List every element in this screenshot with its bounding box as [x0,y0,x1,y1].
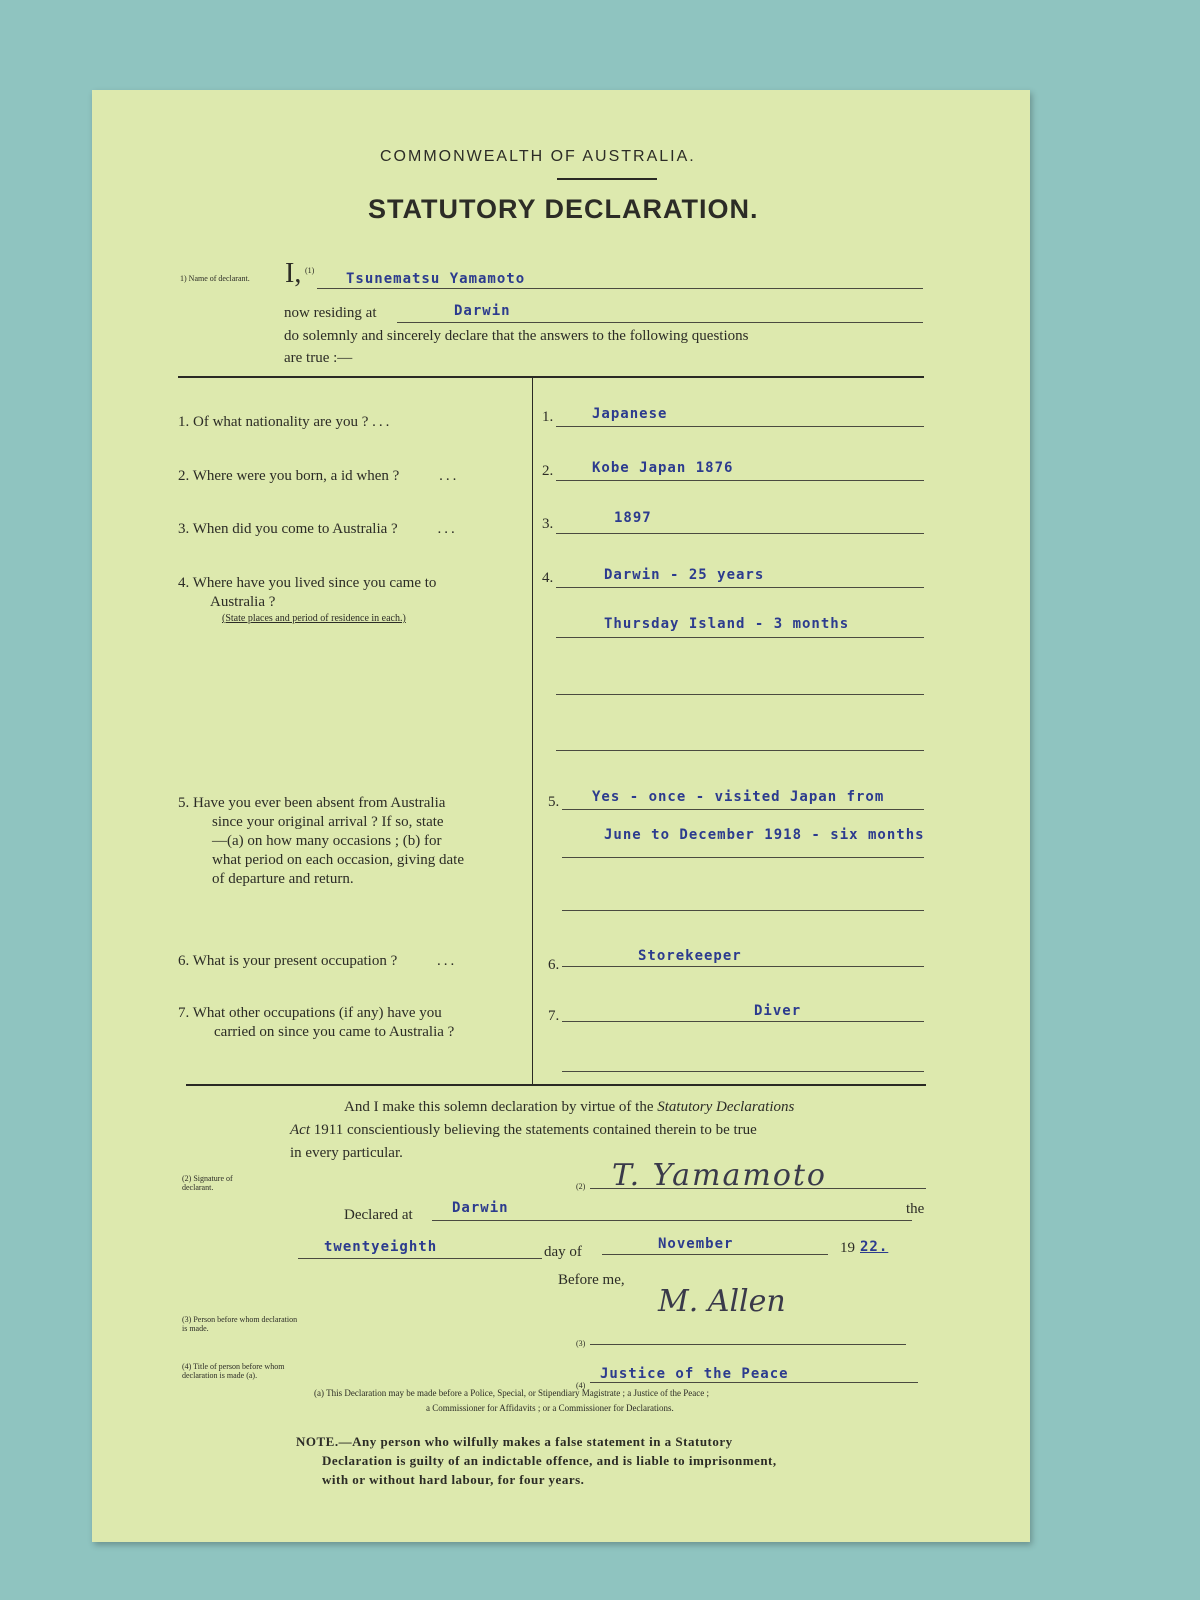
intro-line-1: do solemnly and sincerely declare that the answers to the following questions [284,328,749,344]
note-line-1: NOTE.—Any person who wilfully makes a false statement in a Statutory [296,1434,733,1449]
answer-5-num: 5. [548,794,560,810]
answer-4-line-2-text: Thursday Island - 3 months [604,616,850,632]
signature-mark: (2) [576,1182,586,1191]
answer-1-num: 1. [542,409,554,425]
table-column-divider [532,376,533,1084]
answer-4-line-1-text: Darwin - 25 years [604,567,765,583]
question-5: 5. Have you ever been absent from Australia since your original arrival ? If so, state —(a) on how many occasions ; (b) for what period on each occasion, giving date of departure and return. [178,795,464,887]
answer-4-num: 4. [542,570,554,586]
answer-4-line-1 [556,587,924,588]
answer-4-line-3 [556,694,924,695]
declarant-name-line [317,288,923,289]
answer-7-line-2 [562,1071,924,1072]
table-bottom-rule [186,1084,926,1086]
residing-label: now residing at [284,305,377,321]
answer-3-line [556,533,924,534]
year-prefix: 19 [840,1240,855,1256]
declared-day: twentyeighth [324,1239,438,1255]
the-label: the [906,1201,925,1217]
declarant-note-mark: (1) [305,266,315,275]
answer-5-line-1 [562,809,924,810]
declarant-signature: T. Yamamoto [612,1158,827,1193]
margin-note-signature: (2) Signature of declarant. [182,1174,233,1192]
answer-7: Diver [754,1003,802,1019]
declared-year: 22. [860,1239,889,1255]
answer-4-line-2 [556,637,924,638]
declared-place: Darwin [452,1200,509,1216]
question-1: 1. Of what nationality are you ? ... [178,414,393,430]
question-3: 3. When did you come to Australia ? ... [178,521,458,537]
answer-2-line [556,480,924,481]
footnote-line-2: a Commissioner for Affidavits ; or a Commissioner for Declarations. [426,1403,674,1413]
question-6: 6. What is your present occupation ? ... [178,953,458,969]
witness-mark: (3) [576,1339,586,1348]
title-mark: (4) [576,1381,586,1390]
residence-line [397,322,923,323]
answer-7-line-1 [562,1021,924,1022]
declared-month: November [658,1236,734,1252]
declarant-name: Tsunematsu Yamamoto [346,271,526,287]
witness-signature: M. Allen [658,1284,786,1319]
answer-3-num: 3. [542,516,554,532]
declaration-line-2: Act 1911 conscientiously believing the statements contained therein to be true [290,1122,757,1138]
table-top-rule [178,376,924,378]
before-me-label: Before me, [558,1272,625,1288]
residence: Darwin [454,303,511,319]
day-line [298,1258,542,1259]
answer-5-line-3 [562,910,924,911]
declaration-line-3: in every particular. [290,1145,403,1161]
margin-note-title: (4) Title of person before whom declaration is made (a). [182,1362,285,1380]
declared-at-line [432,1220,912,1221]
month-line [602,1254,828,1255]
header-rule [557,178,657,180]
witness-line [590,1344,906,1345]
note-line-3: with or without hard labour, for four years. [322,1472,585,1487]
declaration-line-1: And I make this solemn declaration by virtue of the Statutory Declarations [344,1099,795,1115]
answer-5-line-2 [562,857,924,858]
declaration-form [92,90,1030,1542]
answer-4-line-4 [556,750,924,751]
footnote-line-1: (a) This Declaration may be made before a Police, Special, or Stipendiary Magistrate ; a Justice of the Peace ; [314,1388,709,1398]
answer-3: 1897 [614,510,652,526]
question-4: 4. Where have you lived since you came to Australia ? (State places and period of residence in each.) [178,575,437,624]
commonwealth-heading: COMMONWEALTH OF AUSTRALIA. [380,148,696,165]
declared-at-label: Declared at [344,1207,413,1223]
margin-note-declarant: 1) Name of declarant. [180,274,250,283]
note-line-2: Declaration is guilty of an indictable offence, and is liable to imprisonment, [322,1453,777,1468]
answer-2: Kobe Japan 1876 [592,460,734,476]
answer-6-line [562,966,924,967]
intro-line-2: are true :— [284,350,353,366]
answer-6-num: 6. [548,957,560,973]
answer-2-num: 2. [542,463,554,479]
question-7: 7. What other occupations (if any) have you carried on since you came to Australia ? [178,1005,455,1040]
question-2: 2. Where were you born, a id when ? ... [178,468,460,484]
answer-1: Japanese [592,406,668,422]
page-title: STATUTORY DECLARATION. [368,194,759,224]
answer-7-num: 7. [548,1008,560,1024]
day-of-label: day of [544,1244,582,1260]
title-line [590,1382,918,1383]
answer-6: Storekeeper [638,948,742,964]
declarant-prefix: I, [285,258,302,289]
answer-5-line-1-text: Yes - once - visited Japan from [592,789,885,805]
margin-note-person: (3) Person before whom declaration is made. [182,1315,298,1333]
witness-title: Justice of the Peace [600,1366,789,1382]
answer-5-line-2-text: June to December 1918 - six months [604,827,925,843]
answer-1-line [556,426,924,427]
